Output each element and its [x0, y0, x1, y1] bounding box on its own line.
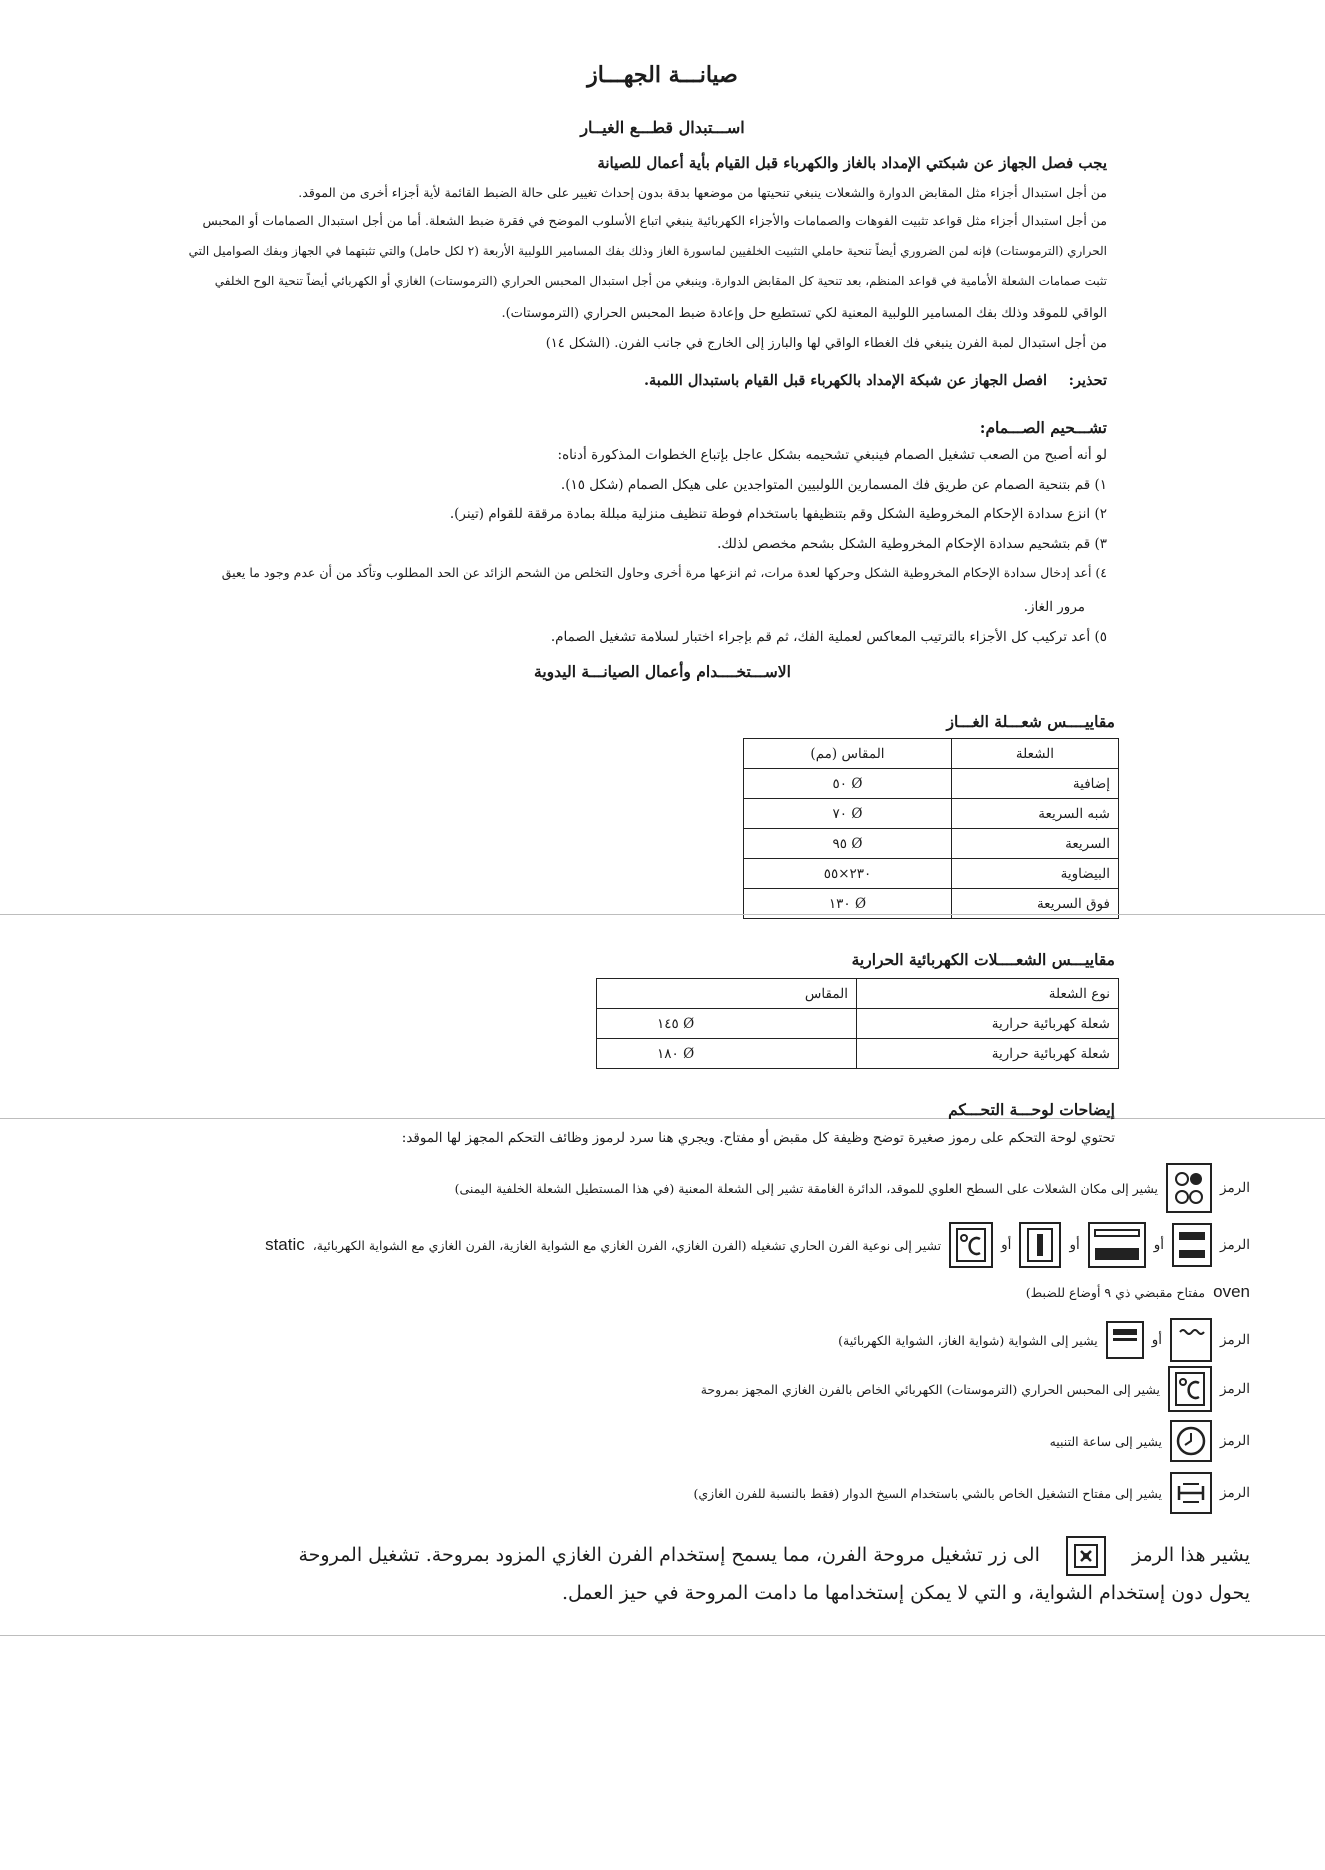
oven-bars-icon [1172, 1223, 1212, 1267]
valve-heading: تشـــحيم الصـــمام: [979, 418, 1107, 437]
caution-text: افصل الجهاز عن شبكة الإمداد بالكهرباء قبل القيام باستبدال اللمبة. [643, 372, 1047, 389]
oven-bars-icon [1106, 1321, 1144, 1359]
symbol-desc-burners: يشير إلى مكان الشعلات على السطح العلوي للموقد، الدائرة الغامقة تشير إلى الشعلة المعنية (في هذا المستطيل الشعلة الخلفية اليمنى) [454, 1180, 1158, 1196]
panel-heading: إيضاحات لوحـــة التحـــكم [948, 1100, 1115, 1119]
table-cell: البيضاوية [952, 859, 1119, 889]
fan-note-prefix: يشير هذا الرمز [1131, 1544, 1250, 1566]
symbol-label: الرمز [1220, 1433, 1250, 1449]
valve-step-1: ١) قم بتنحية الصمام عن طريق فك المسمارين اللولبيين المتواجدين على هيكل الصمام (شكل ١٥). [560, 477, 1107, 493]
table-header-row [597, 979, 1119, 1009]
scan-fold-line [0, 1118, 1325, 1119]
table-header-row [744, 739, 1119, 769]
fan-note-line-1: الى زر تشغيل مروحة الفرن، مما يسمح إستخدام الفرن الغازي المزود بمروحة. تشغيل المروحة [298, 1544, 1040, 1566]
scan-fold-line [0, 1635, 1325, 1636]
fan-note-line-2: يحول دون إستخدام الشواية، و التي لا يمكن إستخدامها ما دامت المروحة في حيز العمل. [561, 1582, 1250, 1604]
symbol-row-thermostat [701, 1366, 1250, 1412]
clock-icon [1170, 1420, 1212, 1462]
symbol-desc-oven-type-cont: مفتاح مقبضي ذي ٩ أوضاع للضبط) [1025, 1284, 1206, 1300]
symbol-row-oven-type-cont [1026, 1282, 1250, 1302]
electric-table-heading: مقاييـــس الشعــــلات الكهربائية الحرارية [851, 950, 1115, 969]
symbol-desc-spit: يشير إلى مفتاح التشغيل الخاص بالشي باستخدام السيخ الدوار (فقط بالنسبة للفرن الغازي) [693, 1485, 1162, 1501]
symbol-or: أو [1151, 1332, 1162, 1348]
table-cell: ٢٣٠×٥٥ [744, 859, 952, 889]
grill-wave-icon [1170, 1318, 1212, 1362]
symbol-label: الرمز [1220, 1381, 1250, 1397]
panel-intro: تحتوي لوحة التحكم على رموز صغيرة توضح وظيفة كل مقبض أو مفتاح. ويجري هنا سرد لرموز وظائف التحكم المجهز لها الموقد: [401, 1130, 1115, 1146]
symbol-latin-static: static [265, 1235, 305, 1254]
symbol-row-grill [838, 1318, 1250, 1362]
table-cell: Ø ٩٥ [744, 829, 952, 859]
symbol-desc-timer: يشير إلى ساعة التنبيه [1049, 1433, 1162, 1449]
symbol-label: الرمز [1220, 1180, 1250, 1196]
symbol-row-timer [1050, 1420, 1250, 1462]
table-row [744, 769, 1119, 799]
table-cell: شعلة كهربائية حرارية [857, 1039, 1119, 1069]
symbol-or: أو [1069, 1237, 1080, 1253]
table-cell: شبه السريعة [952, 799, 1119, 829]
fan-icon [1066, 1536, 1106, 1576]
symbol-row-spit [694, 1472, 1251, 1514]
celsius-icon [1168, 1366, 1212, 1412]
symbol-label: الرمز [1220, 1485, 1250, 1501]
maintenance-line-4: تثبت صمامات الشعلة الأمامية في قواعد المنظم، بعد تنحية كل المقابض الدوارة. وينبغي من أجل استبدال المحبس الحراري (الترموستات) الغازي أو الكهربائي أيضاً تنحية الوح الخلفي [214, 274, 1107, 288]
table-cell: Ø ٧٠ [744, 799, 952, 829]
symbol-or: أو [1153, 1237, 1164, 1253]
valve-step-5: ٥) أعد تركيب كل الأجزاء بالترتيب المعاكس لعملية الفك، ثم قم بإجراء اختبار لسلامة تشغيل الصمام. [550, 629, 1107, 645]
table-cell: شعلة كهربائية حرارية [857, 1009, 1119, 1039]
usage-heading: الاســـتخــــدام وأعمال الصيانـــة اليدوية [534, 662, 791, 681]
valve-intro: لو أنه أصبح من الصعب تشغيل الصمام فينبغي تشحيمه بشكل عاجل بإتباع الخطوات المذكورة أدناه: [557, 447, 1107, 463]
table-row [597, 1039, 1119, 1069]
spit-icon [1170, 1472, 1212, 1514]
column-header: الشعلة [952, 739, 1119, 769]
scan-fold-line [0, 914, 1325, 915]
symbol-label: الرمز [1220, 1237, 1250, 1253]
valve-step-4-cont: مرور الغاز. [1023, 599, 1085, 615]
column-header: المقاس (مم) [744, 739, 952, 769]
fan-note [298, 1536, 1250, 1576]
celsius-icon [949, 1222, 993, 1268]
table-cell: Ø ١٨٠ [597, 1039, 857, 1069]
symbol-or: أو [1001, 1237, 1012, 1253]
maintenance-line-2: من أجل استبدال أجزاء مثل قواعد تثبيت الفوهات والصمامات والأجزاء الكهربائية ينبغي اتباع الأسلوب الموضح في فقرة ضبط الشعلة. أما من أجل استبدال الصمامات أو المحبس [202, 213, 1107, 228]
electric-burner-table [596, 978, 1119, 1069]
column-header: المقاس [597, 979, 857, 1009]
thermometer-icon [1019, 1222, 1061, 1268]
table-row [744, 859, 1119, 889]
table-cell: Ø ١٣٠ [744, 889, 952, 919]
gas-burner-table [743, 738, 1119, 919]
maintenance-line-5: الواقي للموقد وذلك بفك المسامير اللولبية المعنية لكي تستطيع حل وإعادة ضبط المحبس الحراري (الترموستات). [501, 306, 1107, 321]
grill-icon [1088, 1222, 1146, 1268]
table-cell: Ø ١٤٥ [597, 1009, 857, 1039]
symbol-row-burners [455, 1163, 1250, 1213]
symbol-latin-oven: oven [1213, 1282, 1250, 1301]
maintenance-line-1: من أجل استبدال أجزاء مثل المقابض الدوارة والشعلات ينبغي تنحيتها من موضعها بدقة بدون إحداث تغيير على حالة الضبط القائمة لأية أجزاء أخرى من الموقد. [298, 185, 1107, 200]
page-title: صيانـــة الجهـــاز [587, 62, 738, 88]
table-cell: السريعة [952, 829, 1119, 859]
symbol-desc-oven-type: تشير إلى نوعية الفرن الحاري تشغيله (الفرن الغازي، الفرن الغازي مع الشواية الغازية، الفرن الغازي مع الشواية الكهربائية، [312, 1237, 942, 1253]
table-row [597, 1009, 1119, 1039]
valve-step-4: ٤) أعد إدخال سدادة الإحكام المخروطية الشكل وحركها لعدة مرات، ثم انزعها مرة أخرى وحاول التخلص من الشحم الزائد عن الحد المطلوب وتأكد من أن عدم وجود ما يعيق [221, 565, 1107, 580]
burner-grid-icon [1166, 1163, 1212, 1213]
page-subtitle: اســـتبدال قطـــع الغيــار [580, 118, 745, 137]
caution-label: تحذير: [1068, 372, 1107, 389]
symbol-desc-grill: يشير إلى الشواية (شواية الغاز، الشواية الكهربائية) [838, 1332, 1098, 1348]
symbol-desc-thermostat: يشير إلى المحبس الحراري (الترموستات) الكهربائي الخاص بالفرن الغازي المجهز بمروحة [700, 1381, 1160, 1397]
valve-step-2: ٢) انزع سدادة الإحكام المخروطية الشكل وقم بتنظيفها باستخدام فوطة تنظيف منزلية مبللة بمادة مرققة للقوام (تينر). [449, 506, 1107, 522]
table-cell: Ø ٥٠ [744, 769, 952, 799]
gas-table-heading: مقاييــــس شعـــلة الغـــاز [946, 712, 1115, 731]
symbol-row-oven-type [265, 1222, 1250, 1268]
table-cell: فوق السريعة [952, 889, 1119, 919]
maintenance-line-6: من أجل استبدال لمبة الفرن ينبغي فك الغطاء الواقي لها والبارز إلى الخارج في جانب الفرن. (الشكل ١٤) [545, 336, 1107, 351]
valve-step-3: ٣) قم بتشحيم سدادة الإحكام المخروطية الشكل بشحم مخصص لذلك. [717, 536, 1107, 552]
symbol-label: الرمز [1220, 1332, 1250, 1348]
column-header: نوع الشعلة [857, 979, 1119, 1009]
table-cell: إضافية [952, 769, 1119, 799]
maintenance-line-3: الحراري (الترموستات) فإنه لمن الضروري أيضاً تنحية حاملي التثبيت الخلفيين لماسورة الغاز وذلك بفك المسامير اللولبية الأربعة (٢ لكل حامل) والتي تثبتهما في الجهاز وبفك الصواميل التي [188, 244, 1107, 258]
table-row [744, 799, 1119, 829]
table-row [744, 829, 1119, 859]
warning-intro: يجب فصل الجهاز عن شبكتي الإمداد بالغاز والكهرباء قبل القيام بأية أعمال للصيانة [597, 154, 1107, 172]
